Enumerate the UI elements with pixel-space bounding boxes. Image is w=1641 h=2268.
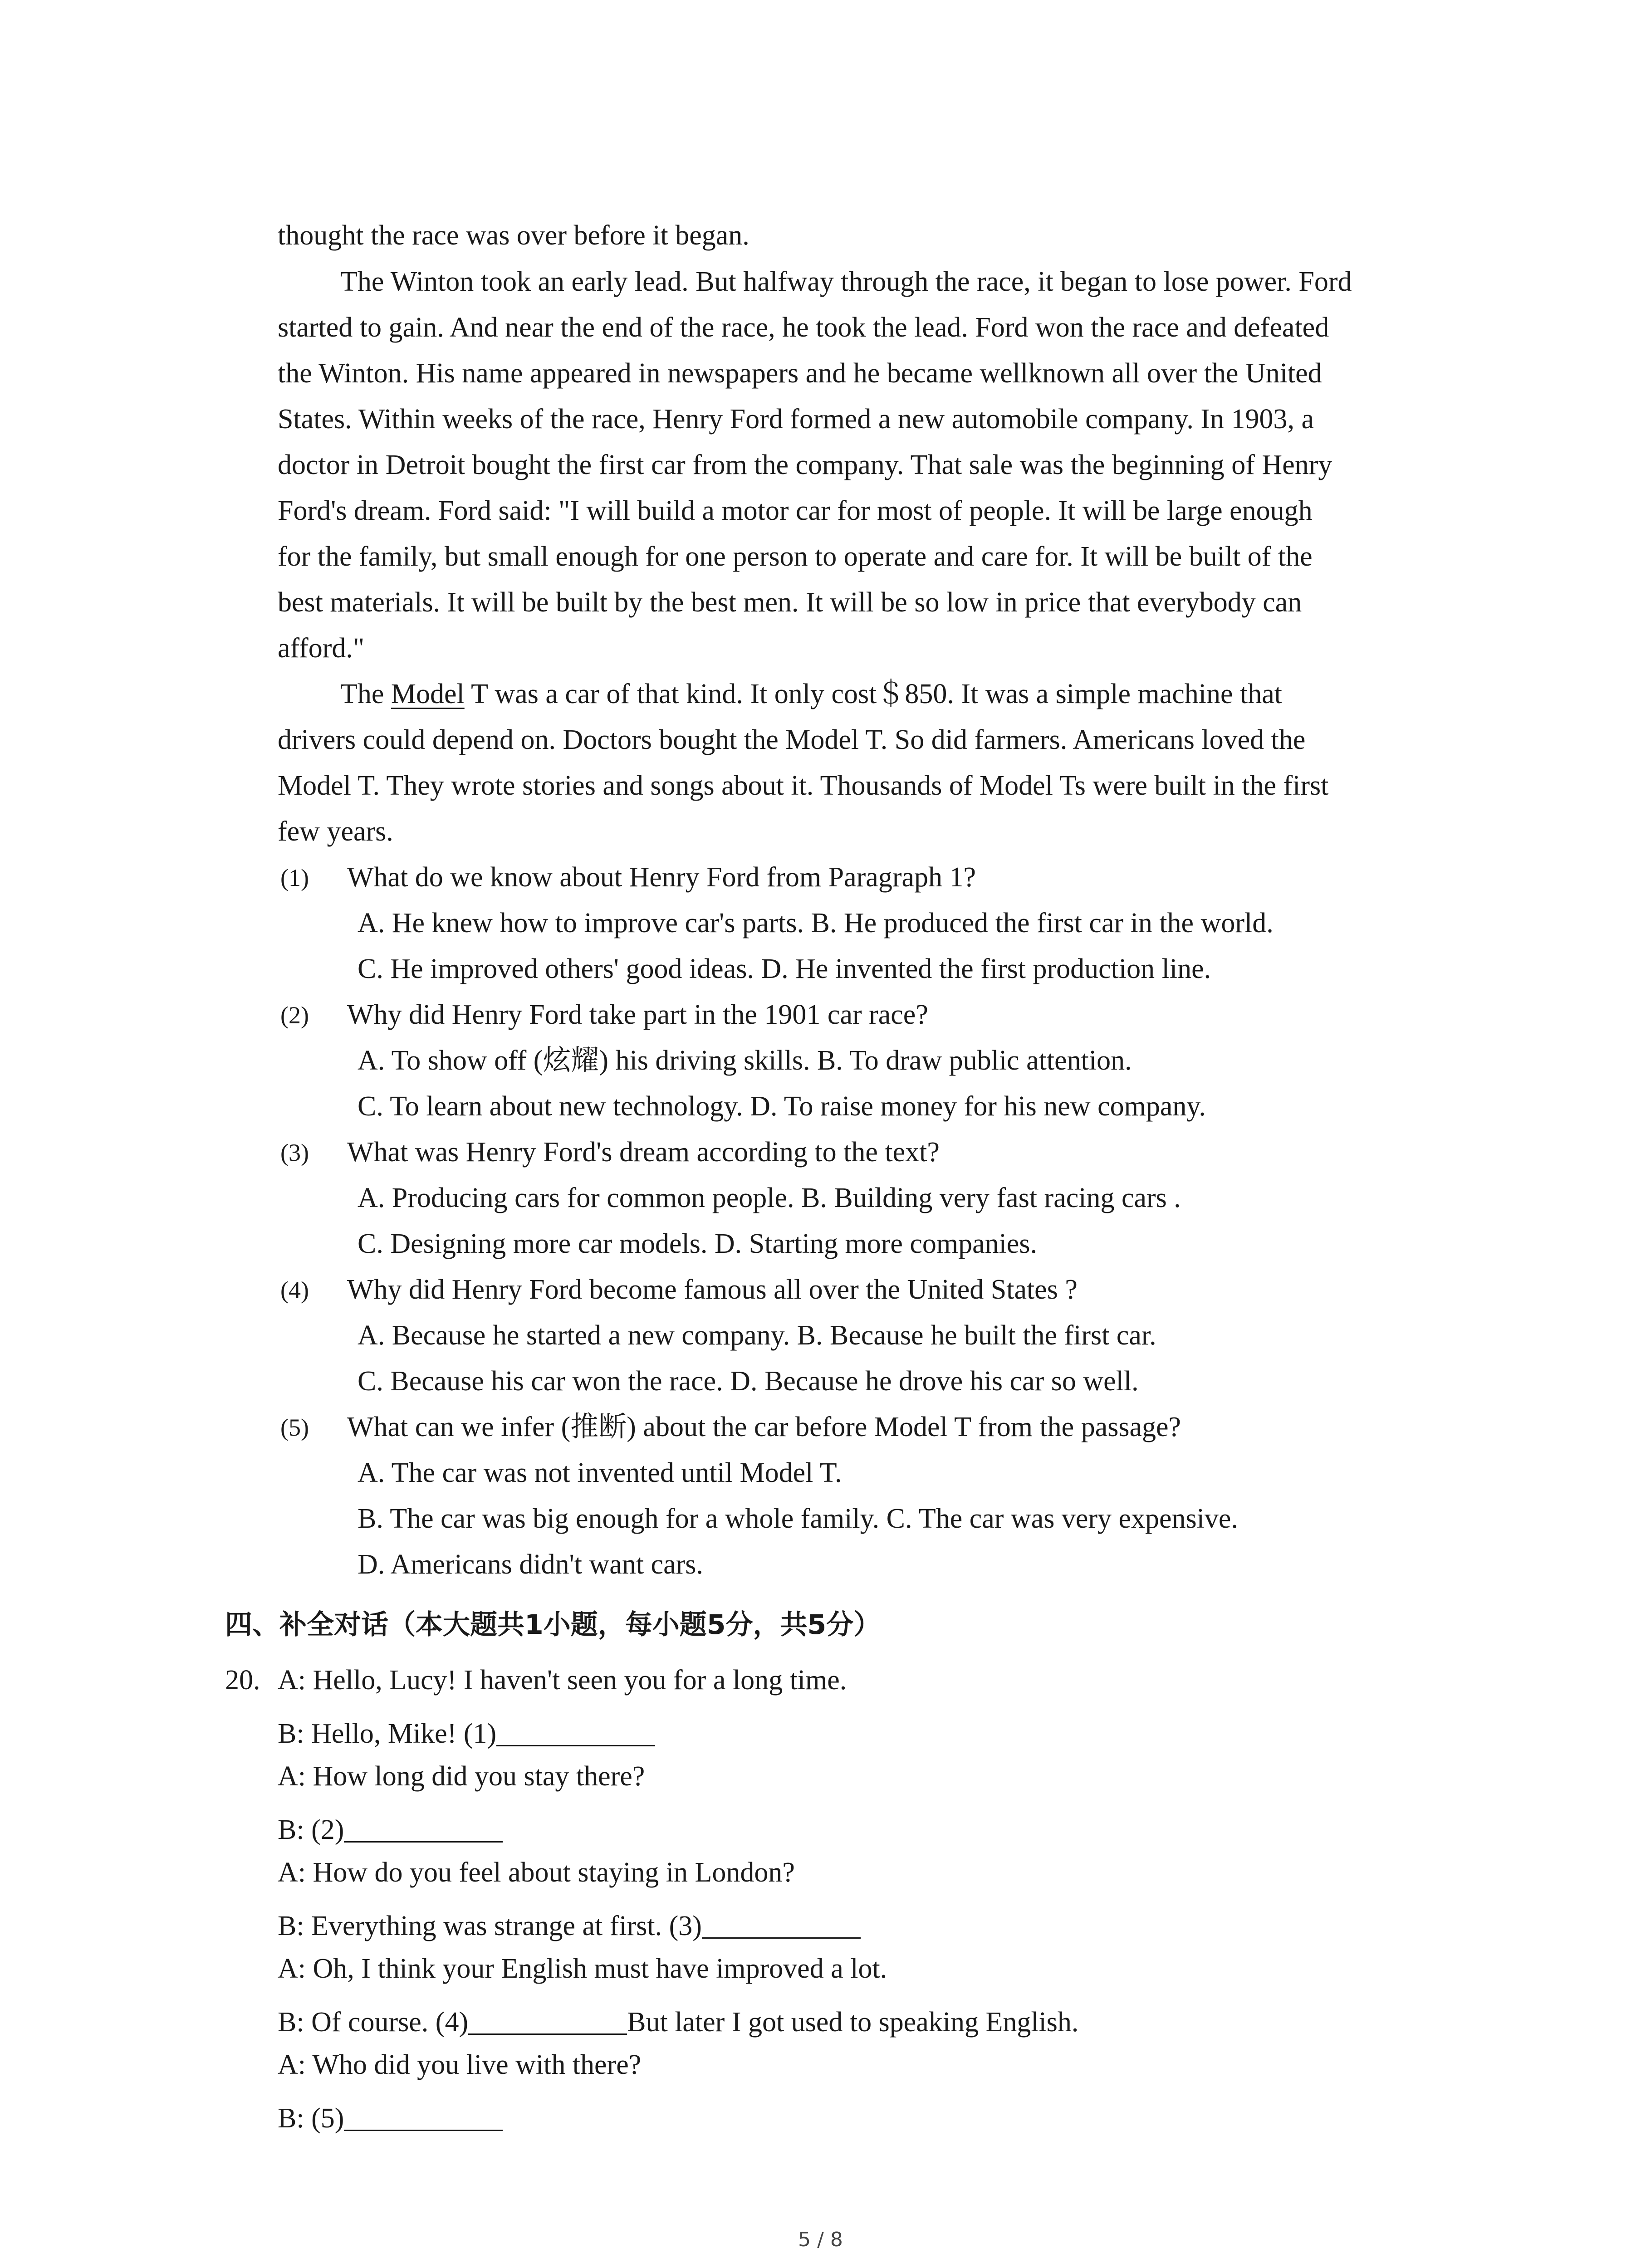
option-line: A. Because he started a new company. B. Because he built the first car. bbox=[358, 1320, 1156, 1351]
passage-line: The Winton took an early lead. But halfway through the race, it began to lose power. Ford bbox=[340, 266, 1352, 297]
option-line: C. He improved others' good ideas. D. He invented the first production line. bbox=[358, 953, 1211, 984]
passage-line: few years. bbox=[278, 816, 393, 847]
passage-line: thought the race was over before it began. bbox=[278, 220, 749, 251]
page-number: 5 / 8 bbox=[798, 2228, 843, 2251]
question-number: (1) bbox=[280, 864, 309, 891]
answer-blank[interactable] bbox=[468, 2005, 627, 2035]
option-line: A. Producing cars for common people. B. Building very fast racing cars . bbox=[358, 1183, 1181, 1213]
passage-line: Ford's dream. Ford said: "I will build a motor car for most of people. It will be large enough bbox=[278, 495, 1313, 526]
answer-blank[interactable] bbox=[496, 1717, 655, 1746]
passage-line: afford." bbox=[278, 633, 365, 664]
option-line: B. The car was big enough for a whole family. C. The car was very expensive. bbox=[358, 1503, 1238, 1534]
dialogue-line: B: Everything was strange at first. (3) bbox=[278, 1909, 861, 1940]
passage-line: Model T. They wrote stories and songs about it. Thousands of Model Ts were built in the first bbox=[278, 770, 1329, 801]
question-stem: What can we infer (推断) about the car before Model T from the passage? bbox=[347, 1412, 1181, 1442]
dialogue-line: B: Of course. (4) But later I got used to speaking English. bbox=[278, 2005, 1078, 2036]
dialogue-line: A: How do you feel about staying in London? bbox=[278, 1857, 795, 1888]
passage-line: drivers could depend on. Doctors bought the Model T. So did farmers. Americans loved the bbox=[278, 724, 1306, 755]
passage-line: the Winton. His name appeared in newspapers and he became wellknown all over the United bbox=[278, 358, 1322, 389]
question-stem: What do we know about Henry Ford from Paragraph 1? bbox=[347, 862, 976, 893]
dialogue-line: B: (2) bbox=[278, 1813, 503, 1844]
option-line: C. Designing more car models. D. Starting more companies. bbox=[358, 1228, 1038, 1259]
passage-line: for the family, but small enough for one person to operate and care for. It will be built of the bbox=[278, 541, 1313, 572]
option-line: D. Americans didn't want cars. bbox=[358, 1549, 703, 1580]
question-number: (2) bbox=[280, 1002, 309, 1029]
dialogue-line: A: Hello, Lucy! I haven't seen you for a long time. bbox=[278, 1665, 847, 1696]
question-stem: Why did Henry Ford take part in the 1901 car race? bbox=[347, 999, 928, 1030]
passage-line: States. Within weeks of the race, Henry Ford formed a new automobile company. In 1903, a bbox=[278, 404, 1314, 435]
option-line: A. To show off (炫耀) his driving skills. B. To draw public attention. bbox=[358, 1045, 1132, 1076]
question-number: (3) bbox=[280, 1139, 309, 1166]
question-number: (4) bbox=[280, 1276, 309, 1304]
answer-blank[interactable] bbox=[344, 1813, 503, 1843]
item-number: 20. bbox=[225, 1665, 260, 1696]
question-stem: What was Henry Ford's dream according to the text? bbox=[347, 1137, 940, 1168]
section-heading: 四、补全对话（本大题共1小题，每小题5分，共5分） bbox=[225, 1609, 881, 1641]
option-line: A. The car was not invented until Model T. bbox=[358, 1457, 842, 1488]
dialogue-line: B: Hello, Mike! (1) bbox=[278, 1717, 655, 1748]
dialogue-line: A: Oh, I think your English must have improved a lot. bbox=[278, 1953, 887, 1984]
option-line: C. To learn about new technology. D. To raise money for his new company. bbox=[358, 1091, 1206, 1122]
dialogue-line: A: How long did you stay there? bbox=[278, 1761, 645, 1792]
passage-line: doctor in Detroit bought the first car from the company. That sale was the beginning of Henry bbox=[278, 450, 1332, 480]
question-number: (5) bbox=[280, 1414, 309, 1441]
passage-line: started to gain. And near the end of the race, he took the lead. Ford won the race and defeated bbox=[278, 312, 1329, 343]
option-line: C. Because his car won the race. D. Because he drove his car so well. bbox=[358, 1366, 1139, 1397]
answer-blank[interactable] bbox=[344, 2102, 503, 2131]
question-stem: Why did Henry Ford become famous all over the United States ? bbox=[347, 1274, 1078, 1305]
passage-line-model: The Model T was a car of that kind. It only cost＄850. It was a simple machine that bbox=[340, 679, 1282, 709]
answer-blank[interactable] bbox=[702, 1909, 861, 1939]
dialogue-line: B: (5) bbox=[278, 2102, 503, 2132]
option-line: A. He knew how to improve car's parts. B. He produced the first car in the world. bbox=[358, 908, 1274, 938]
dialogue-line: A: Who did you live with there? bbox=[278, 2049, 642, 2080]
underlined-word: Model bbox=[391, 679, 465, 709]
passage-line: best materials. It will be built by the best men. It will be so low in price that everybody can bbox=[278, 587, 1302, 618]
